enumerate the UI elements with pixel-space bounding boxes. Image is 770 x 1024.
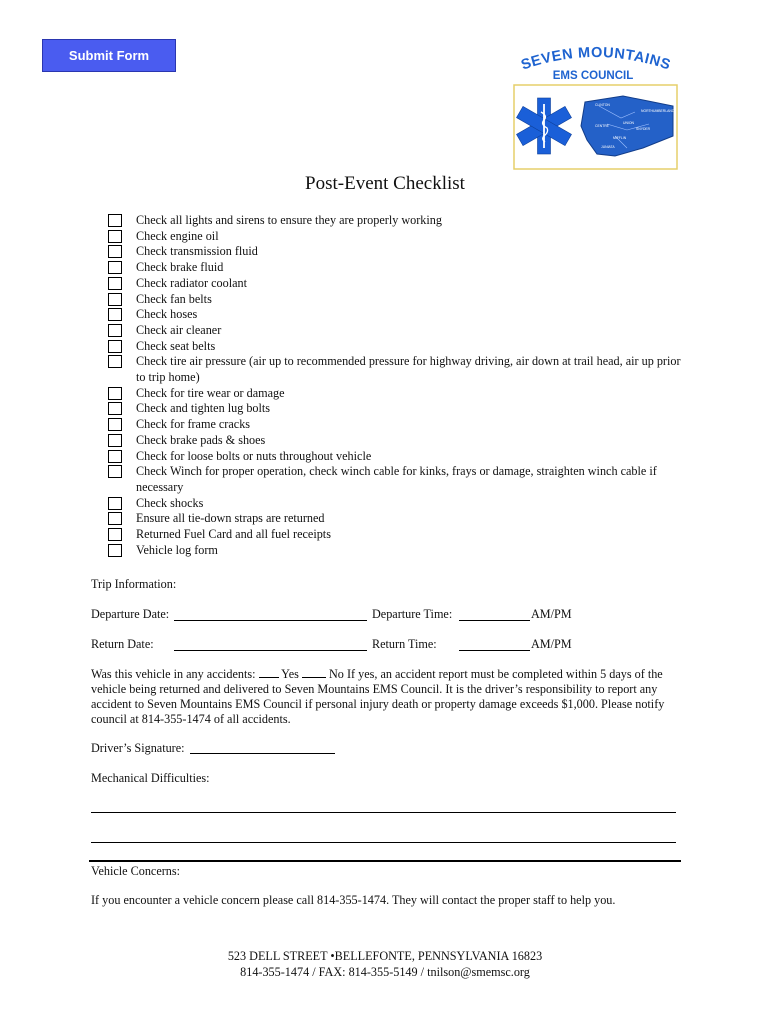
checklist-item-label: Check hoses [136, 307, 198, 322]
accident-yes-label: Yes [281, 667, 299, 681]
checklist-item-label: Check air cleaner [136, 322, 222, 337]
footer [0, 949, 770, 980]
accident-no-label: No [329, 667, 344, 681]
departure-date-field[interactable] [174, 620, 367, 621]
checklist-item-label: Check for loose bolts or nuts throughout vehicle [136, 448, 372, 463]
page-title: Post-Event Checklist [305, 173, 465, 194]
checkbox[interactable] [108, 544, 122, 557]
checkbox[interactable] [108, 528, 122, 541]
checklist-item-label: Check transmission fluid [136, 244, 258, 259]
logo-county-label: NORTHUMBERLAND [641, 109, 675, 113]
checklist-item [108, 292, 688, 308]
checklist-item [108, 401, 688, 417]
accident-no-field[interactable] [302, 667, 326, 678]
checkbox[interactable] [108, 355, 122, 368]
checklist-item-label: Check fan belts [136, 291, 212, 306]
departure-time-field[interactable] [459, 620, 530, 621]
checkbox[interactable] [108, 402, 122, 415]
checklist-item-label: Check tire air pressure (air up to recommended pressure for highway driving, air down at trail head, air up prior to trip home) [136, 354, 681, 385]
logo-subtitle-text: EMS COUNCIL [552, 70, 634, 82]
checklist-item-label: Check brake fluid [136, 260, 224, 275]
checklist-item [108, 276, 688, 292]
checkbox[interactable] [108, 214, 122, 227]
trip-information-heading: Trip Information: [91, 577, 177, 591]
logo-county-label: SNYDER [636, 127, 651, 131]
accident-text: If yes, an accident report must be completed within 5 days of the vehicle being returned and delivered to Seven Mountains EMS Council. It is the driver’s responsibility to report any accident to Seven Mountains EMS Council if personal injury death or property damage exceeds $1,000. Please notify council at 814-355-1474 of all accidents. [91, 667, 665, 726]
accident-yes-field[interactable] [259, 667, 279, 678]
driver-signature-field[interactable] [190, 753, 335, 754]
checklist-item [108, 511, 688, 527]
logo-title-text: SEVEN MOUNTAINS [519, 44, 673, 74]
checklist-item-label: Check engine oil [136, 228, 219, 243]
checklist-item [108, 433, 688, 449]
checkbox[interactable] [108, 308, 122, 321]
star-of-life-icon [517, 98, 572, 154]
return-time-field[interactable] [459, 650, 530, 651]
checkbox[interactable] [108, 465, 122, 478]
checklist-item-label: Vehicle log form [136, 542, 218, 557]
seven-mountains-logo [503, 44, 681, 172]
checklist-item-label: Check brake pads & shoes [136, 432, 266, 447]
logo-county-label: MIFFLIN [613, 136, 627, 140]
checkbox[interactable] [108, 293, 122, 306]
logo-county-label: JUNIATA [601, 145, 615, 149]
checklist-item [108, 323, 688, 339]
checkbox[interactable] [108, 418, 122, 431]
checklist-item [108, 213, 688, 229]
checklist-item [108, 354, 688, 385]
checklist-item [108, 417, 688, 433]
vehicle-concerns-text: If you encounter a vehicle concern please call 814-355-1474. They will contact the proper staff to help you. [91, 893, 616, 907]
departure-time-label: Departure Time: [372, 607, 453, 621]
driver-signature-label: Driver’s Signature: [91, 741, 185, 755]
mechanical-difficulties-line[interactable] [91, 812, 676, 813]
checklist-item-label: Returned Fuel Card and all fuel receipts [136, 527, 331, 542]
checkbox[interactable] [108, 450, 122, 463]
checklist-item-label: Check radiator coolant [136, 275, 247, 290]
checkbox[interactable] [108, 387, 122, 400]
checklist-item-label: Ensure all tie-down straps are returned [136, 511, 325, 526]
checklist-item-label: Check for frame cracks [136, 417, 251, 432]
checklist-item-label: Check for tire wear or damage [136, 385, 285, 400]
logo-county-label: CENTRE [595, 124, 609, 128]
checklist-item-label: Check and tighten lug bolts [136, 401, 271, 416]
checklist-item-label: Check seat belts [136, 338, 216, 353]
checkbox[interactable] [108, 324, 122, 337]
accident-paragraph [91, 667, 683, 727]
checklist-item [108, 339, 688, 355]
logo-county-label: UNION [623, 121, 634, 125]
checklist-item [108, 307, 688, 323]
checkbox[interactable] [108, 434, 122, 447]
return-ampm: AM/PM [531, 637, 572, 651]
mechanical-difficulties-line[interactable] [91, 842, 676, 843]
checkbox[interactable] [108, 230, 122, 243]
checkbox[interactable] [108, 512, 122, 525]
checklist-item [108, 449, 688, 465]
return-time-label: Return Time: [372, 637, 437, 651]
checkbox[interactable] [108, 277, 122, 290]
departure-ampm: AM/PM [531, 607, 572, 621]
checklist-item [108, 496, 688, 512]
footer-address: 523 DELL STREET •BELLEFONTE, PENNSYLVANIA 16823 [227, 949, 543, 963]
section-divider [89, 860, 681, 862]
logo-county-label: CLINTON [595, 103, 610, 107]
checklist-item [108, 464, 688, 495]
checklist-item [108, 543, 688, 559]
checkbox[interactable] [108, 261, 122, 274]
checkbox[interactable] [108, 340, 122, 353]
return-date-field[interactable] [174, 650, 367, 651]
return-date-label: Return Date: [91, 637, 154, 651]
checklist-item [108, 260, 688, 276]
checklist-item-label: Check all lights and sirens to ensure they are properly working [136, 213, 442, 227]
checklist-item-label: Check shocks [136, 495, 204, 510]
mechanical-difficulties-label: Mechanical Difficulties: [91, 771, 210, 785]
checklist-item [108, 229, 688, 245]
vehicle-concerns-label: Vehicle Concerns: [91, 864, 181, 878]
checklist-item-label: Check Winch for proper operation, check winch cable for kinks, frays or damage, straighten winch cable if necessary [136, 464, 657, 494]
checklist [108, 213, 688, 558]
checklist-item [108, 527, 688, 543]
checkbox[interactable] [108, 497, 122, 510]
checklist-item [108, 386, 688, 402]
checkbox[interactable] [108, 245, 122, 258]
checklist-item [108, 244, 688, 260]
footer-contact: 814-355-1474 / FAX: 814-355-5149 / tnilson@smemsc.org [240, 964, 530, 979]
submit-form-button[interactable]: Submit Form [42, 39, 176, 72]
accident-question: Was this vehicle in any accidents: [91, 667, 256, 681]
departure-date-label: Departure Date: [91, 607, 170, 621]
